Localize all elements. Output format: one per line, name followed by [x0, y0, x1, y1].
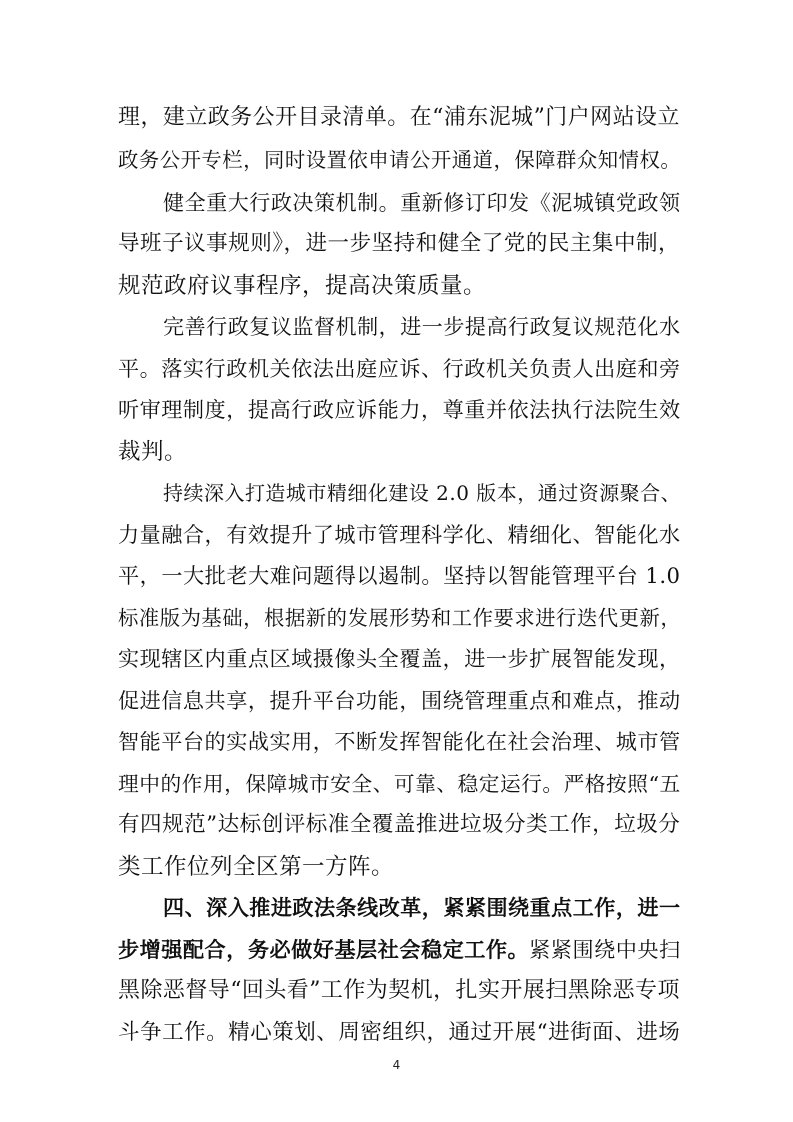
paragraph-line: 斗争工作。精心策划、周密组织，通过开展“进街面、进场	[118, 1020, 681, 1045]
paragraph-line: 导班子议事规则》，进一步坚持和健全了党的民主集中制，	[118, 231, 681, 256]
paragraph-line: 平。落实行政机关依法出庭应诉、行政机关负责人出庭和旁	[118, 356, 681, 381]
paragraph-line: 标准版为基础，根据新的发展形势和工作要求进行迭代更新，	[118, 606, 682, 630]
paragraph-line: 实现辖区内重点区域摄像头全覆盖，进一步扩展智能发现，	[118, 646, 681, 671]
paragraph-line: 规范政府议事程序，提高决策质量。	[118, 273, 487, 299]
page-number: 4	[392, 1058, 401, 1072]
section-heading-continued: 步增强配合，务必做好基层社会稳定工作。	[118, 937, 530, 962]
paragraph-line: 智能平台的实战实用，不断发挥智能化在社会治理、城市管	[118, 729, 681, 754]
paragraph-line: 黑除恶督导“回头看”工作为契机，扎实开展扫黑除恶专项	[118, 978, 680, 1003]
paragraph-line: 健全重大行政决策机制。重新修订印发《泥城镇党政领	[163, 190, 681, 215]
paragraph-line: 促进信息共享，提升平台功能，围绕管理重点和难点，推动	[118, 688, 681, 713]
paragraph-line: 类工作位列全区第一方阵。	[118, 854, 395, 880]
section-heading: 四、深入推进政法条线改革，紧紧围绕重点工作，进一	[163, 895, 681, 920]
paragraph-line: 有四规范”达标创评标准全覆盖推进垃圾分类工作，垃圾分	[118, 812, 681, 837]
paragraph-line	[118, 936, 681, 964]
paragraph-line: 理，建立政务公开目录清单。在“浦东泥城”门户网站设立	[118, 105, 680, 130]
paragraph-line: 政务公开专栏，同时设置依申请公开通道，保障群众知情权。	[118, 148, 682, 172]
paragraph-line: 平，一大批老大难问题得以遏制。坚持以智能管理平台 1.0	[118, 563, 681, 588]
paragraph-text: 紧紧围绕中央扫	[529, 937, 681, 962]
paragraph-line: 持续深入打造城市精细化建设 2.0 版本，通过资源聚合、	[163, 481, 682, 505]
paragraph-line: 理中的作用，保障城市安全、可靠、稳定运行。严格按照“五	[118, 772, 681, 796]
paragraph-line: 听审理制度，提高行政应诉能力，尊重并依法执行法院生效	[118, 397, 681, 422]
paragraph-line: 力量融合，有效提升了城市管理科学化、精细化、智能化水	[118, 522, 681, 547]
paragraph-line: 完善行政复议监督机制，进一步提高行政复议规范化水	[163, 314, 681, 339]
paragraph-line: 裁判。	[118, 439, 188, 465]
